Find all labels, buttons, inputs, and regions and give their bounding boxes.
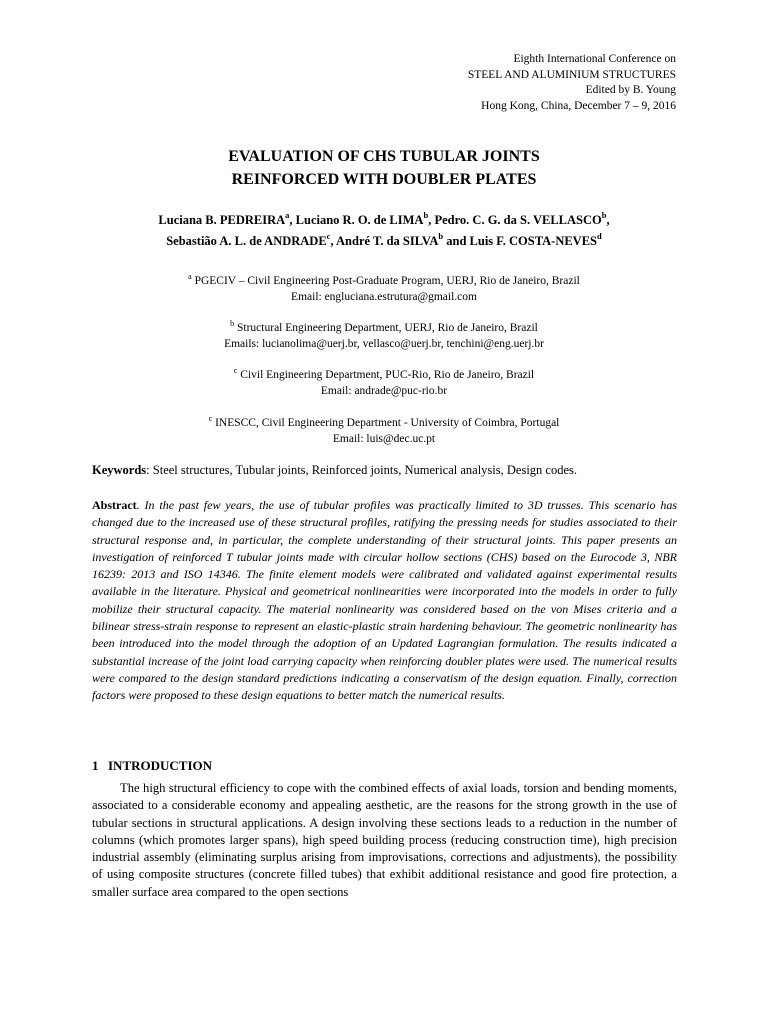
author-name: Sebastião A. L. de ANDRADE: [166, 234, 327, 248]
abstract-text: . In the past few years, the use of tubular profiles was practically limited to 3D trusses. This scenario has changed due to the increased use of these structural profiles, ratifying the pressing needs for studies associated to their structural response and, in particular, the complete understanding of their structural joints. This paper presents an investigation of reinforced T tubular joints made with circular hollow sections (CHS) based on the Eurocode 3, NBR 16239: 2013 and ISO 14346. The finite element models were calibrated and validated against experimental results available in the literature. Physical and geometrical nonlinearities were incorporated into the models in order to fully mobilize their structural capacity. The material nonlinearity was considered based on the von Mises criteria and a bilinear stress-strain response to represent an elastic-plastic strain hardening behaviour. The geometric nonlinearity has been introduced into the model through the adoption of an Updated Lagrangian formulation. The results indicated a substantial increase of the joint load carrying capacity when reinforcing doubler plates were used. The numerical results were compared to the design standard predictions indicating a conservatism of the design equation. Finally, correction factors were proposed to these design equations to better match the numerical results.: [92, 498, 677, 703]
author-separator: ,: [330, 234, 337, 248]
author-affiliation-mark: b: [438, 231, 444, 241]
author-name: Luciano R. O. de LIMA: [295, 213, 424, 227]
author-name: André T. da SILVA: [336, 234, 439, 248]
author-name: Luciana B. PEDREIRA: [158, 213, 286, 227]
affiliation-mark: c: [233, 366, 238, 375]
abstract-label: Abstract: [92, 498, 137, 512]
affiliation-mark: a: [188, 272, 192, 281]
author-separator: ,: [289, 213, 296, 227]
conference-line-4: Hong Kong, China, December 7 – 9, 2016: [481, 99, 676, 112]
affiliation-email: Email: luis@dec.uc.pt: [332, 433, 436, 445]
title-line-2: REINFORCED WITH DOUBLER PLATES: [231, 171, 537, 188]
author-separator: ,: [606, 213, 610, 227]
author-affiliation-mark: c: [326, 231, 331, 241]
author-line-1: [0, 210, 768, 231]
affiliation-org-text: INESCC, Civil Engineering Department - University of Coimbra, Portugal: [215, 417, 560, 429]
author-list: [0, 210, 768, 252]
section-heading: [92, 758, 212, 774]
author-affiliation-mark: b: [423, 210, 429, 220]
conference-line-3: Edited by B. Young: [585, 84, 676, 96]
author-separator: and: [443, 234, 470, 248]
affiliation-org: [0, 415, 768, 431]
affiliation-email: Email: engluciana.estrutura@gmail.com: [291, 291, 477, 303]
affiliation-a: [0, 273, 768, 305]
affiliation-mark: c: [208, 414, 213, 423]
author-affiliation-mark: b: [601, 210, 607, 220]
keywords-label: Keywords: [92, 463, 147, 477]
affiliation-b: [0, 320, 768, 352]
author-affiliation-mark: a: [285, 210, 290, 220]
affiliation-c: [0, 367, 768, 399]
conference-line-1: Eighth International Conference on: [513, 53, 676, 65]
affiliation-org-text: Civil Engineering Department, PUC-Rio, Rio de Janeiro, Brazil: [240, 369, 535, 381]
introduction-paragraph: The high structural efficiency to cope with the combined effects of axial loads, torsion and bending moments, associated to a considerable economy and appealing aesthetic, are the reasons for the strong growth in the use of tubular sections in structural applications. A design involving these sections leads to a reduction in the number of columns (which promotes larger spans), high speed building process (reducing construction time), high precision industrial assembly (eliminating surplus arising from improvisations, corrections and adjustments), the possibility of using composite structures (concrete filled tubes) that exhibit additional resistance and good fire protection, a smaller surface area compared to the open sections: [92, 781, 677, 899]
paper-title: [0, 145, 768, 191]
affiliation-mark: b: [230, 319, 235, 328]
author-name: Luis F. COSTA-NEVES: [469, 234, 598, 248]
keywords-text: : Steel structures, Tubular joints, Reinforced joints, Numerical analysis, Design codes.: [146, 463, 578, 477]
affiliation-email: Email: andrade@puc-rio.br: [320, 385, 448, 397]
affiliation-d: [0, 415, 768, 447]
affiliation-org: [0, 320, 768, 336]
section-title: INTRODUCTION: [108, 758, 213, 773]
conference-line-2: STEEL AND ALUMINIUM STRUCTURES: [467, 68, 676, 81]
author-affiliation-mark: d: [597, 231, 602, 241]
title-line-1: EVALUATION OF CHS TUBULAR JOINTS: [228, 148, 540, 165]
conference-header: [468, 52, 676, 114]
author-separator: ,: [428, 213, 435, 227]
section-number: 1: [92, 758, 99, 773]
author-line-2: [0, 231, 768, 252]
affiliation-org-text: Structural Engineering Department, UERJ, Rio de Janeiro, Brazil: [237, 322, 538, 334]
affiliation-email: Emails: lucianolima@uerj.br, vellasco@uerj.br, tenchini@eng.uerj.br: [224, 338, 544, 350]
author-name: Pedro. C. G. da S. VELLASCO: [434, 213, 602, 227]
affiliation-org-text: PGECIV – Civil Engineering Post-Graduate Program, UERJ, Rio de Janeiro, Brazil: [194, 275, 580, 287]
affiliation-org: [0, 273, 768, 289]
keywords: [92, 462, 677, 480]
abstract: [92, 497, 677, 705]
affiliation-org: [0, 367, 768, 383]
